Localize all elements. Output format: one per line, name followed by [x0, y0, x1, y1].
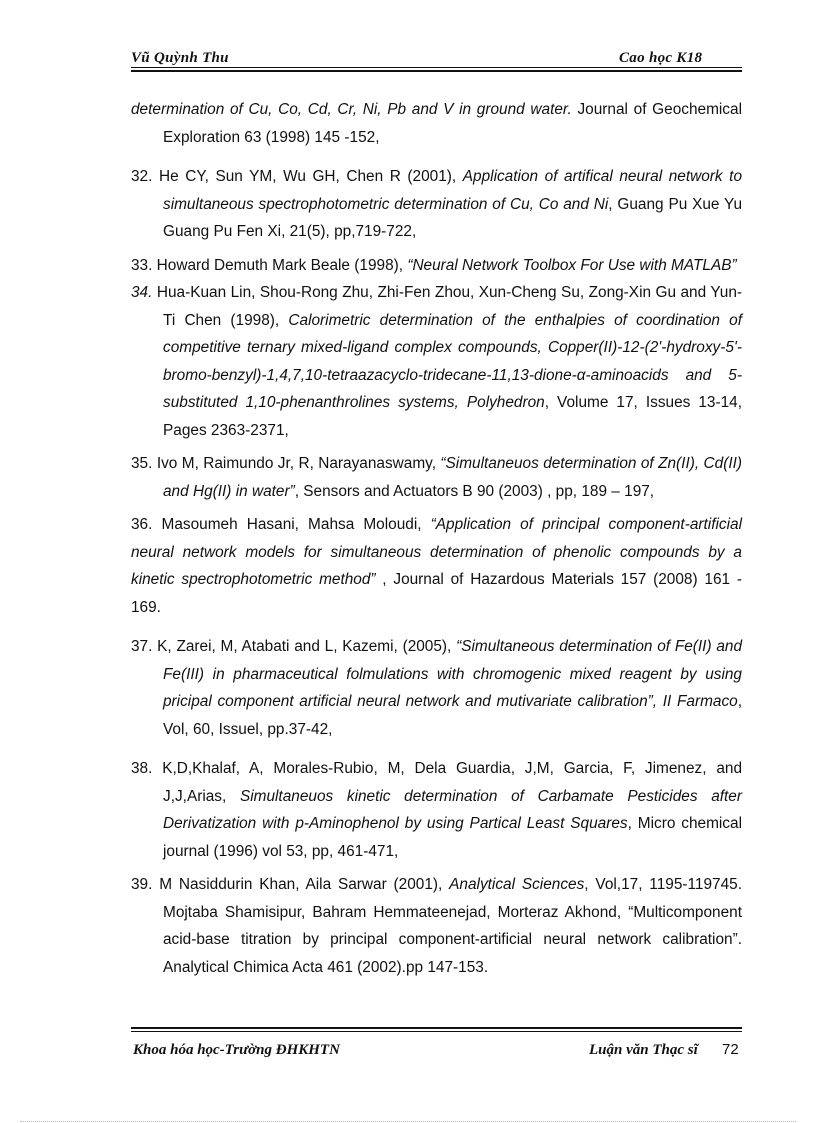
reference-text: , Journal of Hazardous Materials 157 (2008) 161 - 169. — [131, 571, 742, 616]
reference-text: Masoumeh Hasani, Mahsa Moloudi, — [161, 516, 431, 533]
header-author: Vũ Quỳnh Thu — [131, 50, 229, 66]
page-edge-dotted — [20, 1121, 796, 1122]
reference-text: Ivo M, Raimundo Jr, R, Narayanaswamy, — [156, 455, 441, 472]
header-rule-thin — [131, 67, 742, 68]
reference-title: Application of artifical neural network to simultaneous spectrophotometric determination of Cu, Co and Ni — [163, 168, 743, 213]
reference-title: “Simultaneous determination of Fe(II) and Fe(III) in pharmaceutical folmulations with chromogenic mixed reagent by using pricipal component artificial neural network and mutivariate calibration”, II Farmaco — [163, 638, 743, 710]
footer-rule-thin — [131, 1031, 742, 1032]
footer-rule-thick — [131, 1027, 742, 1029]
reference-text: Hua-Kuan Lin, Shou-Rong Zhu, Zhi-Fen Zhou, Xun-Cheng Su, Zong-Xin Gu and Yun-Ti Chen (1998), — [156, 284, 743, 329]
reference-text: K, Zarei, M, Atabati and L, Kazemi, (2005), — [157, 638, 457, 655]
reference-item — [131, 450, 742, 505]
reference-text: Howard Demuth Mark Beale (1998), — [156, 256, 408, 274]
header-rule-thick — [131, 70, 742, 72]
footer-faculty: Khoa hóa học-Trường ĐHKHTN — [133, 1042, 340, 1058]
references-list — [131, 96, 742, 981]
reference-item — [131, 279, 742, 444]
reference-text: , Vol, 60, Issuel, pp.37-42, — [163, 693, 742, 738]
reference-title: Simultaneuos kinetic determination of Carbamate Pesticides after Derivatization with p-Aminophenol by using Partical Least Squares — [163, 787, 742, 832]
reference-number: 34. — [131, 284, 157, 301]
reference-text: He CY, Sun YM, Wu GH, Chen R (2001), — [158, 168, 463, 185]
reference-item — [131, 163, 742, 246]
reference-number: 32. — [131, 168, 159, 185]
reference-text: K,D,Khalaf, A, Morales-Rubio, M, Dela Guardia, J,M, Garcia, F, Jimenez, and J,J,Arias, — [162, 760, 742, 805]
footer-thesis: Luận văn Thạc sĩ — [589, 1042, 698, 1058]
reference-text: , Sensors and Actuators B 90 (2003) , pp, 189 – 197, — [294, 482, 655, 500]
reference-title: Analytical Sciences — [449, 876, 585, 893]
header-course: Cao học K18 — [619, 50, 703, 66]
reference-title: Calorimetric determination of the enthalpies of coordination of competitive ternary mixed-ligand complex compounds, Copper(II)-12-(2'-hydroxy-5'-bromo-benzyl)-1,4,7,10-tetraazacyclo-tridecane-11,13-dione-α-aminoacids and 5-substituted 1,10-phenanthrolines systems, Polyhedron — [163, 311, 742, 411]
reference-text: , Vol,17, 1195-119745. Mojtaba Shamisipur, Bahram Hemmateenejad, Morteraz Akhond, “Multicomponent acid-base titration by principal component-artificial neural network calibration”. Analytical Chimica Acta 461 (2002).pp 147-153. — [163, 876, 743, 976]
reference-item — [131, 755, 742, 865]
reference-title: determination of Cu, Co, Cd, Cr, Ni, Pb and V in ground water. — [131, 101, 572, 118]
reference-title: “Application of principal component-artificial neural network models for simultaneous determination of phenolic compounds by a kinetic spectrophotometric method” — [131, 516, 743, 588]
reference-text: Journal of Geochemical Exploration 63 (1998) 145 -152, — [163, 101, 742, 146]
reference-title: “Simultaneuos determination of Zn(II), Cd(II) and Hg(II) in water” — [163, 455, 743, 500]
reference-item — [131, 96, 742, 151]
reference-number: 33. — [131, 256, 157, 274]
reference-text: M Nasiddurin Khan, Aila Sarwar (2001), — [159, 876, 450, 893]
reference-number: 36. — [131, 516, 162, 533]
reference-item — [131, 633, 742, 743]
reference-number: 35. — [131, 455, 157, 472]
reference-title: “Neural Network Toolbox For Use with MATLAB” — [407, 256, 737, 274]
reference-number: 39. — [131, 876, 160, 893]
page-number: 72 — [722, 1041, 739, 1058]
reference-item — [131, 511, 742, 621]
reference-item — [131, 871, 742, 981]
reference-text: , Micro chemical journal (1996) vol 53, pp, 461-471, — [163, 815, 742, 860]
reference-text: , Guang Pu Xue Yu Guang Pu Fen Xi, 21(5), pp,719-722, — [163, 195, 743, 240]
reference-item — [131, 252, 742, 280]
reference-text: , Volume 17, Issues 13-14, Pages 2363-2371, — [163, 394, 742, 439]
reference-number: 38. — [131, 760, 163, 777]
reference-number: 37. — [131, 638, 158, 655]
